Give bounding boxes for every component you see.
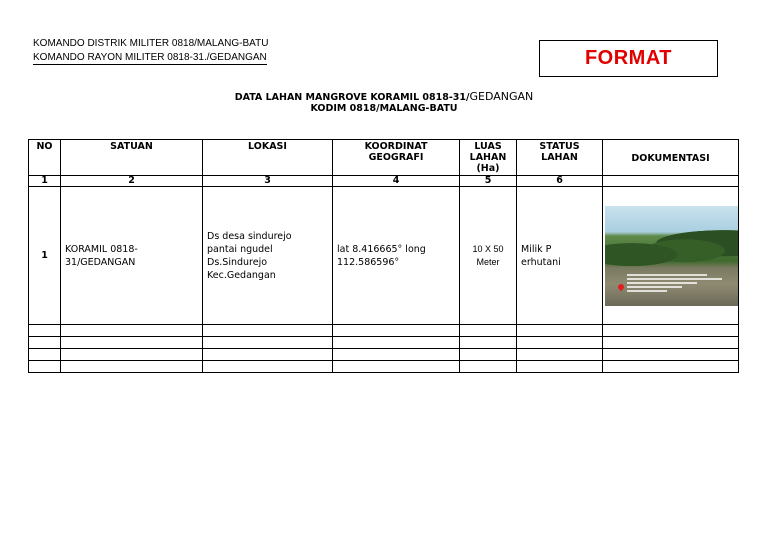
header-line-koramil: KOMANDO RAYON MILITER 0818-31./GEDANGAN xyxy=(33,52,267,63)
table-row xyxy=(29,325,739,337)
mangrove-photo xyxy=(605,206,738,306)
table-row xyxy=(29,361,739,373)
document-title-tail: GEDANGAN xyxy=(469,90,534,103)
header-status-line2: LAHAN xyxy=(541,152,578,163)
header-koordinat-line1: KOORDINAT xyxy=(364,141,428,152)
row-koordinat-line1: lat 8.416665° long xyxy=(337,243,426,255)
row-status xyxy=(517,187,603,325)
header-satuan: SATUAN xyxy=(61,140,203,176)
format-label: FORMAT xyxy=(584,47,673,69)
document-title xyxy=(0,90,768,103)
header-koordinat-line2: GEOGRAFI xyxy=(368,152,424,163)
column-number-row xyxy=(29,176,739,187)
photo-gps-overlay xyxy=(627,274,727,302)
row-lokasi-line3: Ds.Sindurejo xyxy=(207,256,268,268)
header-line-kodim: KOMANDO DISTRIK MILITER 0818/MALANG-BATU xyxy=(33,38,269,49)
row-dokumentasi xyxy=(603,187,739,325)
row-luas-line2: Meter xyxy=(476,256,500,267)
header-luas-line3: (Ha) xyxy=(476,163,500,174)
header-luas-line2: LAHAN xyxy=(469,152,507,163)
column-number xyxy=(603,176,739,187)
header-dokumentasi: DOKUMENTASI xyxy=(603,140,739,176)
photo-trees xyxy=(605,228,738,266)
header-luas xyxy=(460,140,517,176)
row-satuan xyxy=(61,187,203,325)
row-no: 1 xyxy=(29,187,61,325)
format-box xyxy=(539,40,718,77)
row-satuan-line1: KORAMIL 0818- xyxy=(65,243,138,255)
row-lokasi xyxy=(203,187,333,325)
row-luas xyxy=(460,187,517,325)
row-lokasi-line1: Ds desa sindurejo xyxy=(207,230,292,242)
row-koordinat xyxy=(333,187,460,325)
table-row xyxy=(29,187,739,325)
header-status xyxy=(517,140,603,176)
header-lokasi: LOKASI xyxy=(203,140,333,176)
row-status-line2: erhutani xyxy=(521,256,561,268)
row-lokasi-line4: Kec.Gedangan xyxy=(207,269,276,281)
table-row xyxy=(29,337,739,349)
header-luas-line1: LUAS xyxy=(474,141,502,152)
map-pin-icon xyxy=(617,282,625,290)
column-number: 1 xyxy=(29,176,61,187)
row-satuan-line2: 31/GEDANGAN xyxy=(65,256,136,268)
column-number: 5 xyxy=(460,176,517,187)
column-number: 6 xyxy=(517,176,603,187)
row-luas-line1: 10 X 50 xyxy=(472,243,504,254)
row-koordinat-line2: 112.586596° xyxy=(337,256,400,268)
header-status-line1: STATUS xyxy=(539,141,580,152)
column-number: 3 xyxy=(203,176,333,187)
table-row xyxy=(29,349,739,361)
document-subtitle: KODIM 0818/MALANG-BATU xyxy=(310,103,458,114)
row-status-line1: Milik P xyxy=(521,243,552,255)
document-title-main: DATA LAHAN MANGROVE KORAMIL 0818-31/ xyxy=(234,92,470,103)
header-koordinat xyxy=(333,140,460,176)
header-no: NO xyxy=(29,140,61,176)
column-number: 4 xyxy=(333,176,460,187)
column-number: 2 xyxy=(61,176,203,187)
row-lokasi-line2: pantai ngudel xyxy=(207,243,273,255)
table-header-row xyxy=(29,140,739,176)
data-table xyxy=(28,139,739,373)
